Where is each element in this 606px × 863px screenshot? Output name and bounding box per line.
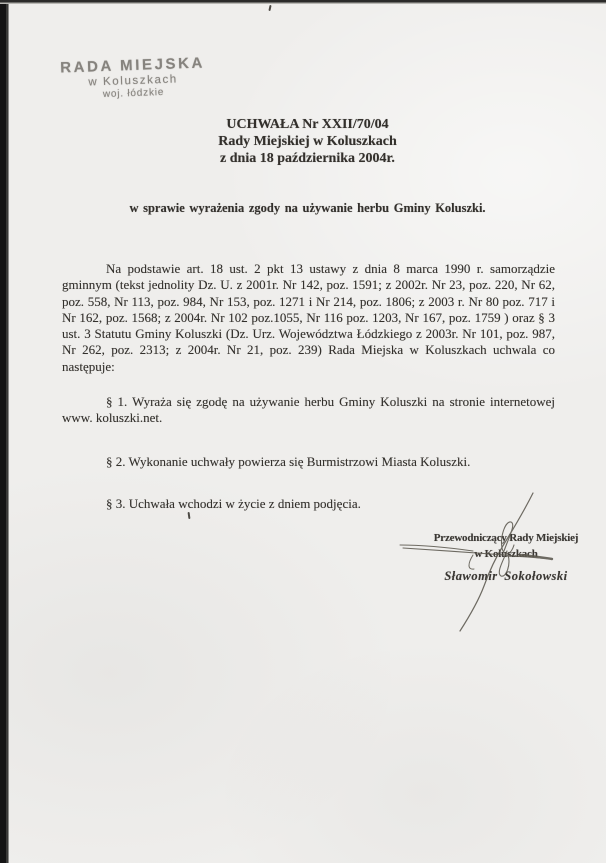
resolution-title-block	[9, 116, 606, 167]
signature-role-line-1: Przewodniczący Rady Miejskiej	[433, 532, 579, 544]
section-2-line: § 2. Wykonanie uchwały powierza się Burmistrzowi Miasta Koluszki.	[106, 454, 471, 469]
resolution-date: z dnia 18 października 2004r.	[220, 151, 395, 166]
section-1-line: § 1. Wyraża się zgodę na używanie herbu Gminy Koluszki na stronie internetowej	[106, 394, 555, 409]
preamble-line: Nr 162, poz. 1568; z 2004r. Nr 102 poz.1055, Nr 116 poz. 1203, Nr 167, poz. 1759 ) oraz § 3	[62, 309, 555, 325]
section-1-line: www. koluszki.net.	[62, 410, 163, 426]
preamble-line: ust. 3 Statutu Gminy Koluszki (Dz. Urz. Województwa Łódzkiego z 2003r. Nr 101, poz. 987,	[62, 326, 555, 342]
section-3-line: § 3. Uchwała wchodzi w życie z dniem podjęcia.	[106, 496, 361, 511]
scan-edge-top	[0, 0, 606, 4]
issuing-body: Rady Miejskiej w Koluszkach	[218, 134, 397, 149]
preamble-line: gminnym (tekst jednolity Dz. U. z 2001r. Nr 142, poz. 1591; z 2002r. Nr 23, poz. 220, Nr 62,	[62, 277, 555, 293]
preamble-line: następuje:	[62, 358, 115, 374]
council-rubber-stamp	[56, 53, 209, 102]
preamble-line: poz. 558, Nr 113, poz. 984, Nr 153, poz. 1271 i Nr 214, poz. 1806; z 2003 r. Nr 80 poz. 717 i	[62, 293, 555, 309]
resolution-subject: w sprawie wyrażenia zgody na używanie herbu Gminy Koluszki.	[129, 201, 486, 215]
section-2-paragraph	[62, 454, 555, 470]
preamble-line: Na podstawie art. 18 ust. 2 pkt 13 ustawy z dnia 8 marca 1990 r. samorządzie	[106, 261, 555, 276]
stamp-line-1: RADA MIEJSKA	[59, 54, 206, 77]
dust-speck-top	[268, 5, 271, 11]
signer-name: Sławomir Sokołowski	[444, 569, 568, 583]
legal-preamble	[62, 261, 555, 375]
signature-role-line-2: w Koluszkach	[474, 548, 538, 560]
pen-mark-speck	[188, 512, 191, 519]
scan-edge-left	[0, 0, 9, 863]
resolution-number: UCHWAŁA Nr XXII/70/04	[226, 117, 389, 132]
section-1-paragraph	[62, 394, 555, 427]
preamble-line: Nr 262, poz. 2313; z 2004r. Nr 21, poz. 239) Rada Miejska w Koluszkach uchwala co	[62, 342, 555, 358]
handwritten-signature	[395, 485, 560, 640]
stamp-line-2: w Koluszkach	[88, 73, 179, 89]
stamp-line-3: woj. łódzkie	[102, 86, 165, 101]
